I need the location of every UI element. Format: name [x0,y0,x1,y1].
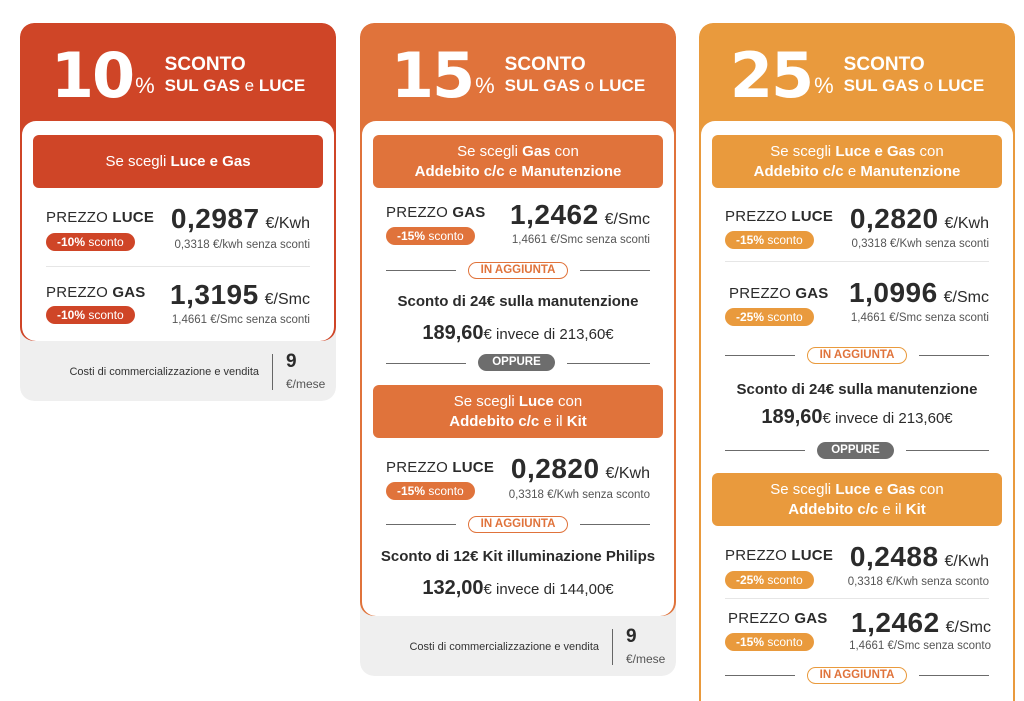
option-banner[interactable] [33,135,323,188]
price-label-luce [46,209,154,226]
price-note: 0,3318 €/Kwh senza sconto [847,576,989,588]
banner-text-bold: Addebito c/c [753,162,844,180]
banner-text: Se scegli [457,143,523,160]
header-title-luce: LUCE [598,75,646,95]
banner-text: con [915,143,944,160]
promo-text: Sconto di 24€ sulla manutenzione [736,381,978,398]
card-header [699,39,1015,112]
banner-text: e [504,162,522,180]
banner-text-bold: Gas [522,143,551,160]
price-unit: €/Kwh [265,215,310,232]
cost-value: 9 [286,351,297,372]
row-divider [46,266,310,267]
header-title-line1: SCONTO [843,54,925,75]
cost-divider [272,354,273,390]
price-label-type: GAS [112,284,146,301]
cost-divider [612,629,613,665]
price-gas [170,279,310,311]
option-banner[interactable] [712,473,1002,526]
banner-text-bold: Luce [518,393,554,410]
badge-label: sconto [764,635,803,649]
discount-badge [386,482,475,500]
divider-line [725,355,795,356]
header-title-gas: SUL GAS [504,75,580,95]
price-unit: €/Kwh [944,553,989,570]
price-unit: €/Smc [264,291,310,308]
price-label-gas [729,285,829,302]
banner-text: con [550,143,579,160]
divider-line [919,355,989,356]
price-label-type: GAS [452,204,486,221]
price-gas [510,199,650,231]
badge-label: sconto [764,233,803,247]
cost-label: Costi di commercializzazione e vendita [409,641,599,653]
price-label-luce [386,459,494,476]
in-aggiunta-tag: IN AGGIUNTA [468,262,568,279]
percent-sign: % [135,73,155,98]
banner-text: e il [539,412,567,430]
price-value: 0,2820 [510,453,600,484]
oppure-separator: OPPURE [817,442,894,459]
price-label-prefix: PREZZO [46,209,113,226]
price-value: 0,2488 [849,541,939,572]
oppure-separator: OPPURE [478,354,555,371]
discount-value: 10 [50,39,134,112]
banner-text-bold: Luce e Gas [835,481,916,498]
badge-label: sconto [764,573,803,587]
discount-badge [386,227,475,245]
percent-sign: % [475,73,495,98]
banner-text-bold: Kit [566,412,587,430]
badge-percent: -25% [736,573,765,587]
header-title [844,45,984,97]
price-note: 0,3318 €/kwh senza sconti [174,239,310,251]
banner-text-bold: Manutenzione [521,162,622,180]
price-label-prefix: PREZZO [386,204,453,221]
discount-badge [725,571,814,589]
price-note: 1,4661 €/Smc senza sconti [850,312,989,324]
badge-label: sconto [764,310,803,324]
header-title [165,45,305,97]
price-label-luce [725,547,833,564]
percent-sign: % [814,73,834,98]
banner-text-bold: Luce e Gas [835,143,916,160]
header-title [505,45,645,97]
banner-text-bold: Manutenzione [860,162,961,180]
header-title-line1: SCONTO [504,54,586,75]
divider-line [386,524,456,525]
badge-label: sconto [85,308,124,322]
divider-line [919,675,989,676]
divider-line [725,675,795,676]
promo-price [360,322,676,345]
price-label-prefix: PREZZO [729,285,796,302]
price-unit: €/Smc [943,289,989,306]
promo-price-value: 189,60 [761,406,823,428]
price-unit: €/Kwh [605,465,650,482]
banner-text-bold: Addebito c/c [449,412,540,430]
price-label-prefix: PREZZO [728,610,795,627]
divider-line [580,524,650,525]
badge-percent: -15% [397,484,426,498]
price-label-prefix: PREZZO [725,208,792,225]
badge-percent: -10% [57,308,86,322]
divider-line [386,363,466,364]
badge-label: sconto [425,229,464,243]
discount-badge [46,306,135,324]
price-label-type: GAS [794,610,828,627]
price-unit: €/Smc [945,619,991,636]
row-divider [725,598,989,599]
price-value: 1,3195 [170,279,259,310]
row-divider [725,261,989,262]
divider-line [386,270,456,271]
banner-text-bold: Luce e Gas [170,152,251,170]
option-banner[interactable] [373,135,663,188]
header-title-gas: SUL GAS [843,75,919,95]
header-title-conj: o [923,75,934,95]
price-label-luce [725,208,833,225]
price-label-type: LUCE [112,209,155,226]
discount-badge [46,233,135,251]
price-label-prefix: PREZZO [386,459,453,476]
price-label-gas [46,284,146,301]
header-title-line1: SCONTO [164,54,246,75]
price-label-type: GAS [795,285,829,302]
banner-text-bold: Addebito c/c [788,500,879,518]
banner-text: Se scegli [770,481,836,498]
price-label-gas [386,204,486,221]
price-label-prefix: PREZZO [725,547,792,564]
offer-card-10 [20,23,336,401]
discount-badge [725,633,814,651]
promo-price-value: 132,00 [422,577,484,599]
option-banner[interactable] [712,135,1002,188]
badge-percent: -15% [736,635,765,649]
in-aggiunta-tag: IN AGGIUNTA [807,667,907,684]
header-title-gas: SUL GAS [164,75,240,95]
promo-price-value: 189,60 [422,322,484,344]
banner-text: Se scegli [770,143,836,160]
price-value: 1,2462 [851,607,940,638]
price-label-type: LUCE [791,547,834,564]
price-value: 1,0996 [849,277,938,308]
promo-price [699,406,1015,429]
divider-line [906,450,989,451]
offer-card-25 [699,23,1015,701]
offer-card-15 [360,23,676,676]
discount-value: 25 [729,39,813,112]
badge-percent: -15% [397,229,426,243]
discount-badge [725,231,814,249]
price-luce [850,541,989,573]
banner-text: Se scegli [453,393,519,410]
card-header [360,39,676,112]
price-note: 1,4661 €/Smc senza sconto [849,640,991,652]
price-luce [850,203,989,235]
header-title-conj: o [584,75,595,95]
price-label-gas [728,610,828,627]
badge-label: sconto [425,484,464,498]
price-label-prefix: PREZZO [46,284,113,301]
banner-text-bold: Addebito c/c [414,162,505,180]
banner-text: con [915,481,944,498]
price-note: 0,3318 €/Kwh senza sconti [851,238,989,250]
divider-line [567,363,650,364]
price-luce [511,453,650,485]
price-value: 0,2987 [170,203,260,234]
banner-text-bold: Kit [905,500,926,518]
price-note: 1,4661 €/Smc senza sconti [171,314,310,326]
banner-text: con [553,393,583,410]
price-unit: €/Kwh [944,215,989,232]
discount-badge [725,308,814,326]
option-banner[interactable] [373,385,663,438]
badge-label: sconto [85,235,124,249]
banner-text: Se scegli [105,152,171,170]
price-note: 1,4661 €/Smc senza sconti [511,234,650,246]
price-label-type: LUCE [452,459,495,476]
badge-percent: -15% [736,233,765,247]
cost-unit: €/mese [626,652,666,666]
price-value: 0,2820 [849,203,939,234]
price-gas [849,277,989,309]
header-title-luce: LUCE [937,75,985,95]
cost-label: Costi di commercializzazione e vendita [69,366,259,378]
price-luce [171,203,310,235]
divider-line [580,270,650,271]
card-header [20,39,336,112]
promo-price-compare: € invece di 144,00€ [483,581,614,598]
badge-percent: -10% [57,235,86,249]
promo-price-compare: € invece di 213,60€ [483,326,614,343]
in-aggiunta-tag: IN AGGIUNTA [468,516,568,533]
divider-line [725,450,805,451]
banner-text: e il [878,500,906,518]
price-gas [851,607,991,639]
price-value: 1,2462 [510,199,599,230]
promo-price [360,577,676,600]
in-aggiunta-tag: IN AGGIUNTA [807,347,907,364]
cost-value: 9 [626,626,637,647]
header-title-conj: e [244,75,255,95]
badge-percent: -25% [736,310,765,324]
price-note: 0,3318 €/Kwh senza sconto [508,489,650,501]
header-title-luce: LUCE [258,75,306,95]
discount-value: 15 [390,39,474,112]
promo-text: Sconto di 24€ sulla manutenzione [397,293,639,310]
promo-price-compare: € invece di 213,60€ [822,410,953,427]
banner-text: e [843,162,861,180]
price-label-type: LUCE [791,208,834,225]
price-unit: €/Smc [604,211,650,228]
cost-unit: €/mese [286,377,326,391]
promo-text: Sconto di 12€ Kit illuminazione Philips [380,548,656,565]
